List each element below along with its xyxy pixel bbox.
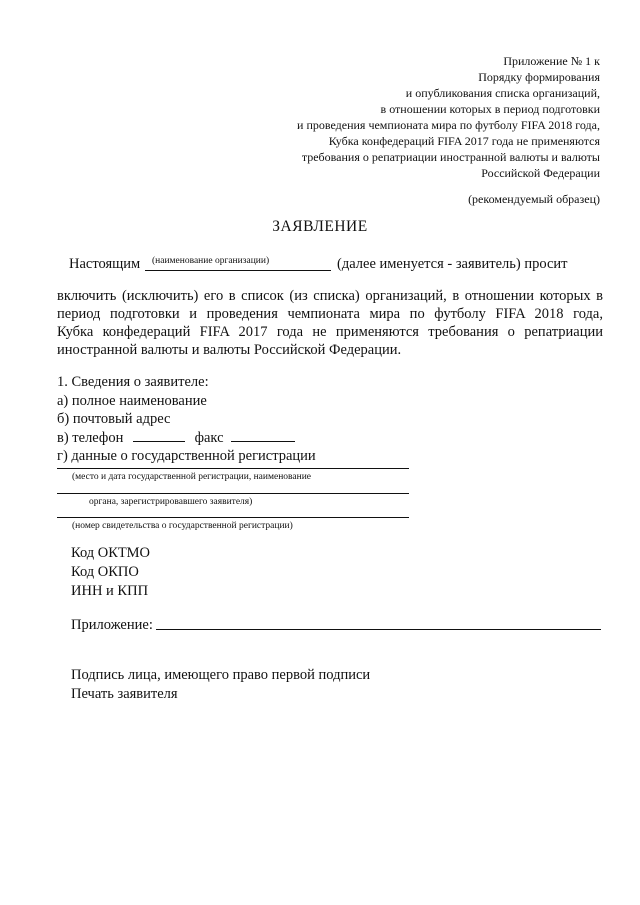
paragraph-line: период подготовки и проведения чемпионата мира по футболу FIFA 2018 года, <box>57 306 603 322</box>
paragraph-line: включить (исключить) его в список (из списка) организаций, в отношении которых в <box>57 288 603 304</box>
section-heading: 1. Сведения о заявителе: <box>57 374 209 390</box>
item-postal-address: б) почтовый адрес <box>57 411 171 427</box>
paragraph-line: иностранной валюты и валюты Российской Федерации. <box>57 342 402 358</box>
attachment-label: Приложение: <box>71 617 153 633</box>
intro-suffix: (далее именуется - заявитель) просит <box>337 256 568 272</box>
organization-name-blank <box>145 270 331 271</box>
item-phone-fax <box>57 429 316 448</box>
registration-caption-3: (номер свидетельства о государственной регистрации) <box>72 521 293 531</box>
okpo-label: Код ОКПО <box>71 564 139 580</box>
registration-blank-3 <box>57 517 409 518</box>
fax-label: факс <box>194 429 224 446</box>
stamp-line: Печать заявителя <box>71 686 178 702</box>
fax-blank <box>231 429 295 442</box>
inn-kpp-label: ИНН и КПП <box>71 583 149 599</box>
registration-blank-2 <box>57 493 409 494</box>
codes-block <box>71 544 150 601</box>
signature-line: Подпись лица, имеющего право первой подписи <box>71 667 371 683</box>
sample-note: (рекомендуемый образец) <box>468 192 600 206</box>
phone-label: в) телефон <box>57 429 124 446</box>
organization-name-caption: (наименование организации) <box>152 256 270 266</box>
appendix-line: Российской Федерации <box>481 166 600 180</box>
attachment-blank <box>156 629 601 630</box>
appendix-line: требования о репатриации иностранной валюты и валюты <box>301 150 600 164</box>
signature-block <box>71 666 370 704</box>
oktmo-label: Код ОКТМО <box>71 545 150 561</box>
appendix-line: и проведения чемпионата мира по футболу FIFA 2018 года, <box>297 118 600 132</box>
document-title: ЗАЯВЛЕНИЕ <box>272 218 368 235</box>
appendix-line: Кубка конфедераций FIFA 2017 года не применяются <box>328 134 600 148</box>
request-paragraph <box>57 287 603 359</box>
appendix-line: Порядку формирования <box>478 70 600 84</box>
item-full-name: а) полное наименование <box>57 392 207 409</box>
applicant-info-section <box>57 373 316 466</box>
intro-prefix: Настоящим <box>69 256 141 272</box>
registration-caption-1: (место и дата государственной регистрации, наименование <box>72 472 312 482</box>
registration-blank-1 <box>57 468 409 469</box>
appendix-line: и опубликования списка организаций, <box>405 86 600 100</box>
appendix-line: в отношении которых в период подготовки <box>380 102 600 116</box>
item-registration: г) данные о государственной регистрации <box>57 448 316 464</box>
registration-caption-2: органа, зарегистрировавшего заявителя) <box>89 497 253 507</box>
appendix-header <box>240 53 600 181</box>
intro-line <box>57 256 605 274</box>
paragraph-line: Кубка конфедераций FIFA 2017 года не применяются требования о репатриации <box>57 324 603 340</box>
appendix-line: Приложение № 1 к <box>503 54 600 68</box>
phone-blank <box>133 429 185 442</box>
